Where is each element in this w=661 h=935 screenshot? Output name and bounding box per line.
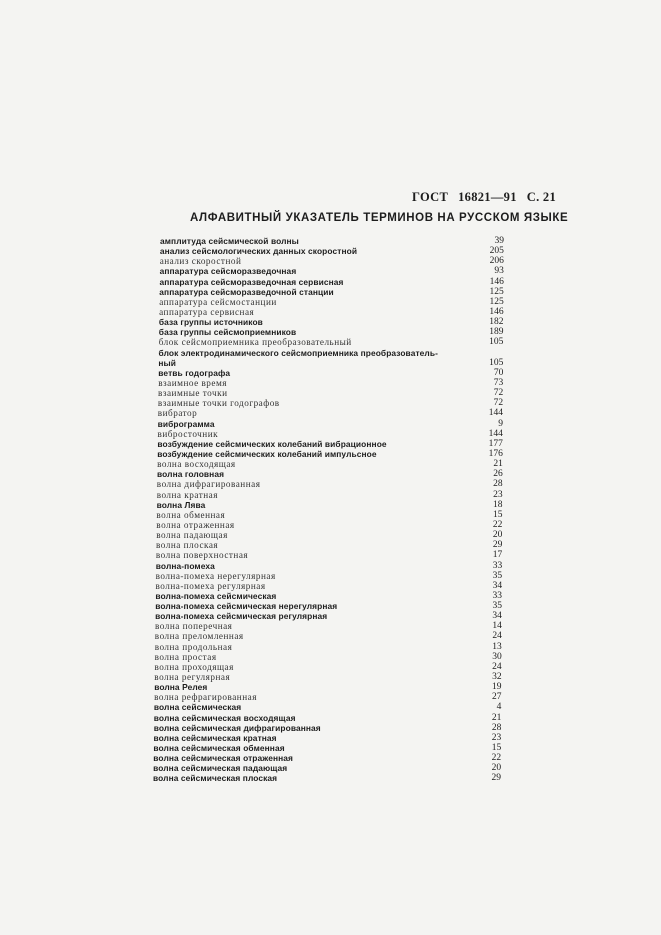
index-term: волна-помеха нерегулярная (155, 570, 276, 581)
index-term: ветвь годографа (158, 367, 231, 378)
index-page-number: 21 (493, 459, 503, 470)
index-page-number: 146 (489, 276, 504, 287)
index-page-number: 146 (489, 306, 504, 317)
index-entry (0, 743, 661, 753)
index-page-number: 176 (488, 448, 503, 459)
index-term: возбуждение сейсмических колебаний вибрационное (157, 438, 387, 449)
index-entry (0, 571, 661, 581)
index-entry (0, 490, 661, 500)
index-term: волна сейсмическая падающая (153, 763, 288, 774)
index-page-number: 4 (496, 702, 502, 713)
index-entry (0, 459, 661, 469)
index-page-number: 206 (489, 256, 504, 267)
index-entry (0, 246, 661, 256)
index-page-number: 177 (488, 438, 503, 449)
index-entry (0, 297, 661, 307)
index-term: волна-помеха (155, 560, 215, 571)
index-term: аппаратура сервисная (159, 306, 255, 317)
index-term: вибросточник (157, 428, 219, 439)
index-term: волна отраженная (156, 519, 235, 530)
index-page-number: 30 (492, 651, 502, 662)
index-entry (0, 277, 661, 287)
index-page-number: 17 (492, 550, 503, 561)
index-entry (0, 398, 661, 408)
index-page-number: 26 (493, 469, 503, 480)
index-entry (0, 682, 661, 692)
index-page-number: 72 (493, 388, 504, 399)
index-entry (0, 642, 661, 652)
index-term: волна дифрагированная (156, 479, 261, 490)
index-page-number: 35 (492, 570, 503, 581)
index-term: волна Релея (154, 682, 208, 693)
index-entry (0, 753, 661, 763)
index-term: волна сейсмическая (153, 702, 242, 713)
index-entry (0, 388, 661, 398)
index-entry (0, 611, 661, 621)
index-page-number: 39 (494, 236, 504, 246)
index-page-number: 22 (491, 753, 502, 764)
index-term: взаимное время (158, 377, 228, 388)
index-page-number: 23 (493, 489, 503, 500)
index-entry (0, 479, 661, 489)
index-page-number: 20 (491, 763, 502, 774)
index-page-number: 34 (492, 580, 503, 591)
index-term: волна поверхностная (155, 550, 249, 561)
index-entry (0, 429, 661, 439)
index-term: волна сейсмическая дифрагированная (153, 722, 321, 733)
index-term: аппаратура сейсморазведочная сервисная (159, 276, 344, 287)
index-page-number: 144 (488, 428, 503, 439)
index-entry (0, 763, 661, 773)
index-term: волна продольная (154, 641, 233, 652)
index-entry (0, 419, 661, 429)
index-page-number: 189 (489, 327, 504, 338)
index-term: взаимные точки годографов (157, 398, 280, 409)
index-entry (0, 773, 661, 783)
index-page-number: 33 (492, 560, 503, 571)
index-entry (0, 408, 661, 418)
index-term: база группы источников (158, 317, 263, 328)
index-page-number: 35 (492, 601, 502, 612)
index-entry (0, 621, 661, 631)
index-page-number: 23 (491, 732, 502, 743)
index-entry (0, 500, 661, 510)
index-term: волна поперечная (155, 621, 233, 632)
index-term: волна кратная (156, 489, 218, 500)
index-title: АЛФАВИТНЫЙ УКАЗАТЕЛЬ ТЕРМИНОВ НА РУССКОМ ЯЗЫКЕ (190, 212, 569, 224)
index-entry (0, 327, 661, 337)
index-term: волна сейсмическая обменная (153, 743, 285, 754)
index-page-number: 73 (493, 377, 504, 388)
index-page-number: 29 (492, 540, 503, 551)
index-term: ный (158, 357, 177, 368)
index-term: волна сейсмическая кратная (153, 732, 277, 743)
index-page-number: 144 (488, 408, 503, 419)
index-page-number: 18 (493, 499, 503, 510)
index-page-number: 27 (492, 692, 502, 703)
index-term: амплитуда сейсмической волны (160, 236, 299, 246)
index-term: блок электродинамического сейсмоприемника преобразователь- (158, 347, 438, 358)
index-entry (0, 561, 661, 571)
index-entry (0, 540, 661, 550)
index-entry (0, 236, 661, 246)
index-entry (0, 733, 661, 743)
index-entry (0, 601, 661, 611)
index-entry (0, 591, 661, 601)
index-entry (0, 723, 661, 733)
index-entry (0, 713, 661, 723)
index-term: волна-помеха сейсмическая нерегулярная (155, 601, 338, 612)
index-term: волна-помеха регулярная (155, 580, 266, 591)
index-entry (0, 530, 661, 540)
index-entry (0, 672, 661, 682)
index-term: аппаратура сейсморазведочной станции (159, 286, 334, 297)
index-page-number: 15 (493, 509, 503, 520)
index-entry (0, 337, 661, 347)
index-term: волна преломленная (154, 631, 244, 642)
index-term: волна головная (157, 469, 225, 480)
index-page-number: 28 (491, 722, 502, 733)
index-entry (0, 439, 661, 449)
index-entry (0, 256, 661, 266)
index-page-number: 14 (492, 621, 502, 632)
index-term: база группы сейсмоприемников (158, 327, 297, 338)
index-term: виброграмма (157, 418, 215, 429)
index-term: вибратор (157, 408, 198, 419)
index-entry (0, 368, 661, 378)
index-term: волна простая (154, 651, 217, 662)
index-entry (0, 581, 661, 591)
index-page-number: 9 (498, 418, 503, 429)
index-entry (0, 652, 661, 662)
page-header (412, 190, 566, 205)
index-term: аппаратура сейсморазведочная (159, 266, 297, 277)
index-page-number: 13 (492, 641, 502, 652)
index-term: волна обменная (156, 509, 226, 520)
index-entry (0, 358, 661, 368)
index-term: волна проходящая (154, 661, 234, 672)
index-page-number: 15 (491, 743, 502, 754)
index-page-number: 32 (492, 672, 502, 683)
index-page-number: 105 (489, 337, 504, 348)
index-term: волна сейсмическая плоская (153, 773, 278, 784)
index-entry (0, 348, 661, 358)
index-page-number: 28 (493, 479, 503, 490)
index-page-number: 125 (489, 296, 504, 307)
index-page-number: 182 (489, 317, 504, 328)
index-entry (0, 469, 661, 479)
standard-number: 16821—91 (458, 190, 517, 204)
index-entry (0, 378, 661, 388)
index-page-number: 22 (492, 519, 503, 530)
index-term: волна сейсмическая восходящая (153, 712, 296, 723)
index-page-number: 93 (494, 266, 504, 277)
index-page-number: 29 (491, 773, 501, 784)
term-index-list (0, 236, 661, 784)
index-entry (0, 520, 661, 530)
index-page-number: 24 (492, 631, 502, 642)
index-entry (0, 266, 661, 276)
index-term: волна плоская (156, 540, 219, 551)
index-term: волна регулярная (154, 672, 231, 683)
index-page-number: 19 (492, 682, 502, 693)
index-term: взаимные точки (158, 388, 228, 399)
index-term: волна восходящая (157, 459, 236, 470)
index-term: волна Лява (156, 499, 206, 510)
index-term: волна-помеха сейсмическая регулярная (155, 611, 328, 622)
index-page-number: 21 (491, 712, 502, 723)
index-term: блок сейсмоприемника преобразовательный (158, 337, 352, 348)
standard-label: ГОСТ (412, 190, 449, 204)
index-entry (0, 662, 661, 672)
index-term: волна рефрагированная (154, 692, 257, 703)
index-entry (0, 317, 661, 327)
index-entry (0, 449, 661, 459)
index-term: анализ скоростной (159, 256, 242, 267)
index-term: волна падающая (156, 530, 228, 541)
index-term: возбуждение сейсмических колебаний импульсное (157, 448, 377, 459)
index-page-number: 24 (492, 661, 502, 672)
index-entry (0, 692, 661, 702)
index-term: аппаратура сейсмостанции (159, 296, 277, 307)
index-page-number: 205 (489, 246, 504, 257)
index-entry (0, 307, 661, 317)
index-page-number: 105 (489, 357, 504, 368)
index-entry (0, 287, 661, 297)
page-number: С. 21 (526, 190, 557, 204)
index-term: волна сейсмическая отраженная (153, 753, 294, 764)
index-page-number: 34 (492, 611, 502, 622)
index-page-number: 70 (493, 367, 504, 378)
index-entry (0, 550, 661, 560)
index-entry (0, 510, 661, 520)
index-page-number: 33 (492, 590, 502, 601)
index-page-number: 72 (493, 398, 504, 409)
index-page-number: 125 (489, 286, 504, 297)
index-entry (0, 631, 661, 641)
index-term: анализ сейсмологических данных скоростной (159, 246, 358, 257)
index-page-number: 20 (492, 530, 503, 541)
index-term: волна-помеха сейсмическая (155, 590, 277, 601)
index-entry (0, 702, 661, 712)
